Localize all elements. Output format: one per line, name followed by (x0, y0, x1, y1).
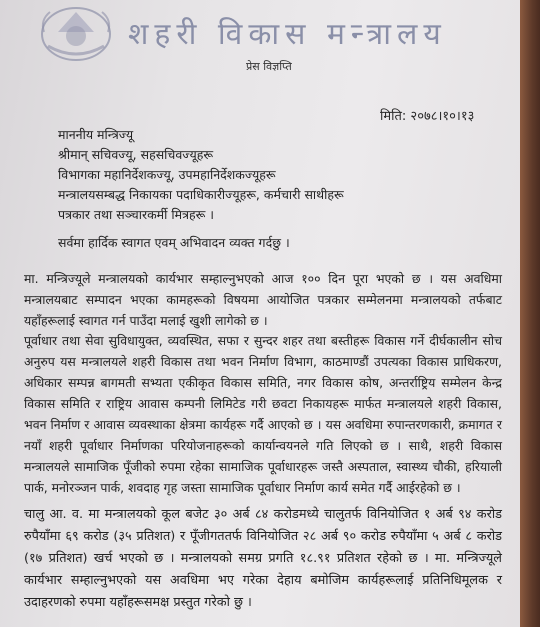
paragraph-3: चालु आ. व. मा मन्त्रालयको कूल बजेट ३० अर्ब ८४ करोडमध्ये चालुतर्फ विनियोजित १ अर्ब ९४ करोड रुपैयाँमा ६९ करोड (३५ प्रतिशत) र पूँजीगततर्फ विनियोजित २८ अर्ब ९० करोड रुपैयाँमा ५ अर्ब ८ करोड (१७ प्रतिशत) खर्च भएको छ । मन्त्रालयको समग्र प्रगति १८.९१ प्रतिशत रहेको छ । मा. मन्त्रिज्यूले कार्यभार सम्हाल्नुभएको यस अवधिमा भए गरेका देहाय बमोजिम कार्यहरूलाई प्रतिनिधिमूलक र उदाहरणको रुपमा यहाँहरूसमक्ष प्रस्तुत गरेको छु । (24, 507, 502, 610)
ministry-header: शहरी विकास मन्त्रालय (128, 17, 447, 52)
press-release-label: प्रेस विज्ञप्ति (246, 60, 292, 73)
addressee-line-1: माननीय मन्त्रिज्यू (58, 127, 134, 142)
paragraph-2: पूर्वाधार तथा सेवा सुविधायुक्त, व्यवस्थित, सफा र सुन्दर शहर तथा बस्तीहरू विकास गर्ने दीर्घकालीन सोच अनुरुप यस मन्त्रालयले शहरी विकास तथा भवन निर्माण विभाग, काठमाण्डौं उपत्यका विकास प्राधिकरण, अधिकार सम्पन्न बागमती सभ्यता एकीकृत विकास समिति, नगर विकास कोष, अन्तर्राष्ट्रिय सम्मेलन केन्द्र विकास समिति र राष्ट्रिय आवास कम्पनी लिमिटेड गरी छवटा निकायहरू मार्फत मन्त्रालयले शहरी विकास, भवन निर्माण र आवास व्यवस्थाका क्षेत्रमा कार्यहरू गर्दै आएको छ । यस अवधिमा रुपान्तरणकारी, क्रमागत र नयाँ शहरी पूर्वाधार निर्माणका परियोजनाहरूको कार्यान्वयनले गति लिएको छ । साथै, शहरी विकास मन्त्रालयले सामाजिक पूँजीको रुपमा रहेका सामाजिक पूर्वाधारहरू जस्तै अस्पताल, स्वास्थ्य चौकी, हरियाली पार्क, मनोरञ्जन पार्क, शवदाह गृह जस्ता सामाजिक पूर्वाधार निर्माण कार्य समेत गर्दै आईरहेको छ । (24, 333, 502, 495)
nepal-emblem-icon (36, 2, 116, 64)
addressee-line-4: मन्त्रालयसम्बद्ध निकायका पदाधिकारीज्यूहरू, कर्मचारी साथीहरू (58, 187, 344, 202)
greeting: सर्वमा हार्दिक स्वागत एवम् अभिवादन व्यक्त गर्दछु । (58, 235, 290, 250)
addressee-line-3: विभागका महानिर्देशकज्यू, उपमहानिर्देशकज्यूहरू (58, 167, 276, 182)
addressee-line-5: पत्रकार तथा सञ्चारकर्मी मित्रहरू । (58, 207, 215, 222)
background-surface (520, 0, 540, 627)
release-date: मिति: २०७८।१०।१३ (380, 109, 475, 124)
paragraph-1: मा. मन्त्रिज्यूले मन्त्रालयको कार्यभार सम्हाल्नुभएको आज १०० दिन पूरा भएको छ । यस अवधिमा मन्त्रालयबाट सम्पादन भएका कामहरूको विषयमा आयोजित पत्रकार सम्मेलनमा मन्त्रालयको तर्फबाट यहाँहरूलाई स्वागत गर्न पाउँदा मलाई खुशी लागेको छ । (24, 271, 502, 328)
addressee-line-2: श्रीमान् सचिवज्यू, सहसचिवज्यूहरू (58, 147, 214, 162)
